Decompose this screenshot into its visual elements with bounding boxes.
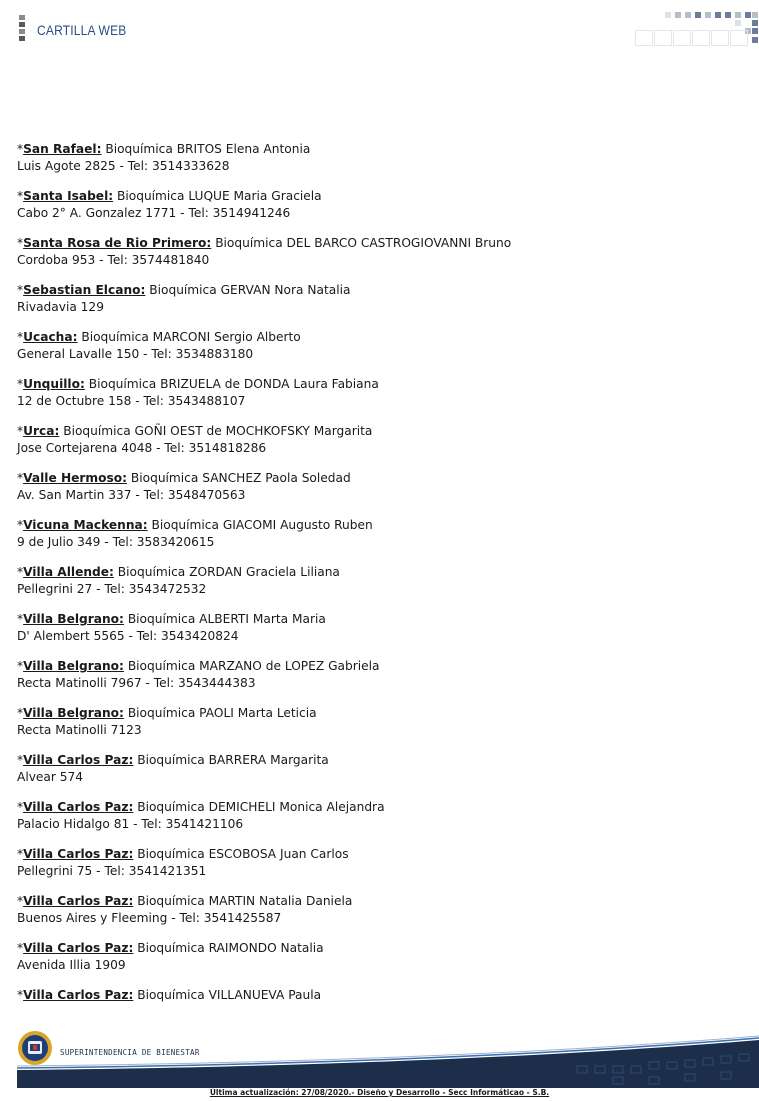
provider-entry xyxy=(17,188,637,222)
provider-name: Bioquímica GIACOMI Augusto Ruben xyxy=(151,518,373,532)
city-name: Villa Carlos Paz: xyxy=(23,753,134,767)
provider-address: Pellegrini 75 - Tel: 3541421351 xyxy=(17,864,207,878)
city-name: Urca: xyxy=(23,424,60,438)
provider-heading: *Villa Allende: Bioquímica ZORDAN Graciela Liliana xyxy=(17,565,340,579)
provider-heading: *Vicuna Mackenna: Bioquímica GIACOMI Augusto Ruben xyxy=(17,518,373,532)
footer-banner xyxy=(17,1030,759,1090)
provider-heading: *Sebastian Elcano: Bioquímica GERVAN Nora Natalia xyxy=(17,283,351,297)
provider-heading: *Villa Carlos Paz: Bioquímica RAIMONDO Natalia xyxy=(17,941,324,955)
city-name: Villa Carlos Paz: xyxy=(23,941,134,955)
provider-entry xyxy=(17,799,637,833)
footer-wave xyxy=(17,1030,759,1088)
header-decoration xyxy=(635,12,759,48)
provider-address: Recta Matinolli 7967 - Tel: 3543444383 xyxy=(17,676,256,690)
provider-heading: *Santa Rosa de Rio Primero: Bioquímica DEL BARCO CASTROGIOVANNI Bruno xyxy=(17,236,512,250)
provider-name: Bioquímica RAIMONDO Natalia xyxy=(137,941,324,955)
provider-entry xyxy=(17,376,637,410)
provider-name: Bioquímica GERVAN Nora Natalia xyxy=(149,283,351,297)
last-updated-note: Última actualización: 27/08/2020.- Diseño y Desarrollo - Secc Informáticao - S.B. xyxy=(209,1088,550,1097)
provider-entry xyxy=(17,987,637,1004)
seal-logo-icon xyxy=(17,1030,53,1066)
provider-address: Palacio Hidalgo 81 - Tel: 3541421106 xyxy=(17,817,244,831)
provider-name: Bioquímica DEL BARCO CASTROGIOVANNI Bruno xyxy=(215,236,512,250)
provider-name: Bioquímica ALBERTI Marta Maria xyxy=(127,612,326,626)
city-name: Villa Carlos Paz: xyxy=(23,894,134,908)
city-name: Santa Isabel: xyxy=(23,189,114,203)
provider-name: Bioquímica VILLANUEVA Paula xyxy=(137,988,322,1002)
provider-name: Bioquímica MARCONI Sergio Alberto xyxy=(81,330,301,344)
provider-name: Bioquímica ESCOBOSA Juan Carlos xyxy=(137,847,349,861)
provider-heading: *San Rafael: Bioquímica BRITOS Elena Antonia xyxy=(17,142,311,156)
city-name: San Rafael: xyxy=(23,142,102,156)
provider-address: Buenos Aires y Fleeming - Tel: 3541425587 xyxy=(17,911,282,925)
provider-name: Bioquímica PAOLI Marta Leticia xyxy=(127,706,317,720)
provider-address: Cordoba 953 - Tel: 3574481840 xyxy=(17,253,210,267)
city-name: Vicuna Mackenna: xyxy=(23,518,148,532)
provider-heading: *Villa Carlos Paz: Bioquímica DEMICHELI Monica Alejandra xyxy=(17,800,385,814)
provider-heading: *Villa Carlos Paz: Bioquímica BARRERA Margarita xyxy=(17,753,329,767)
header-bar-icon xyxy=(19,15,25,46)
provider-entry xyxy=(17,423,637,457)
provider-name: Bioquímica BARRERA Margarita xyxy=(137,753,329,767)
provider-entry xyxy=(17,564,637,598)
provider-name: Bioquímica DEMICHELI Monica Alejandra xyxy=(137,800,385,814)
city-name: Ucacha: xyxy=(23,330,78,344)
provider-heading: *Villa Carlos Paz: Bioquímica VILLANUEVA Paula xyxy=(17,988,322,1002)
provider-entry xyxy=(17,752,637,786)
provider-name: Bioquímica GOÑI OEST de MOCHKOFSKY Margarita xyxy=(63,424,373,438)
provider-entry xyxy=(17,517,637,551)
provider-heading: *Santa Isabel: Bioquímica LUQUE Maria Graciela xyxy=(17,189,322,203)
city-name: Villa Carlos Paz: xyxy=(23,847,134,861)
provider-address: Alvear 574 xyxy=(17,770,84,784)
provider-heading: *Villa Carlos Paz: Bioquímica MARTIN Natalia Daniela xyxy=(17,894,353,908)
provider-heading: *Valle Hermoso: Bioquímica SANCHEZ Paola Soledad xyxy=(17,471,351,485)
provider-address: 9 de Julio 349 - Tel: 3583420615 xyxy=(17,535,215,549)
provider-address: Pellegrini 27 - Tel: 3543472532 xyxy=(17,582,207,596)
city-name: Villa Belgrano: xyxy=(23,706,124,720)
provider-address: Rivadavia 129 xyxy=(17,300,104,314)
provider-name: Bioquímica ZORDAN Graciela Liliana xyxy=(117,565,340,579)
city-name: Villa Carlos Paz: xyxy=(23,988,134,1002)
provider-entry xyxy=(17,846,637,880)
provider-name: Bioquímica LUQUE Maria Graciela xyxy=(117,189,322,203)
provider-name: Bioquímica MARTIN Natalia Daniela xyxy=(137,894,353,908)
provider-name: Bioquímica BRITOS Elena Antonia xyxy=(105,142,311,156)
provider-entry xyxy=(17,611,637,645)
provider-address: Avenida Illia 1909 xyxy=(17,958,126,972)
provider-address: Cabo 2° A. Gonzalez 1771 - Tel: 3514941246 xyxy=(17,206,291,220)
provider-address: Jose Cortejarena 4048 - Tel: 3514818286 xyxy=(17,441,267,455)
provider-entry xyxy=(17,329,637,363)
city-name: Villa Carlos Paz: xyxy=(23,800,134,814)
provider-address: Recta Matinolli 7123 xyxy=(17,723,142,737)
city-name: Sebastian Elcano: xyxy=(23,283,146,297)
provider-heading: *Urca: Bioquímica GOÑI OEST de MOCHKOFSKY Margarita xyxy=(17,424,373,438)
provider-heading: *Villa Belgrano: Bioquímica PAOLI Marta Leticia xyxy=(17,706,317,720)
provider-entry xyxy=(17,940,637,974)
organization-name: SUPERINTENDENCIA DE BIENESTAR xyxy=(60,1048,200,1057)
provider-heading: *Villa Carlos Paz: Bioquímica ESCOBOSA Juan Carlos xyxy=(17,847,349,861)
provider-address: Av. San Martin 337 - Tel: 3548470563 xyxy=(17,488,246,502)
provider-address: General Lavalle 150 - Tel: 3534883180 xyxy=(17,347,254,361)
providers-list xyxy=(17,141,637,1017)
city-name: Villa Allende: xyxy=(23,565,114,579)
provider-name: Bioquímica MARZANO de LOPEZ Gabriela xyxy=(127,659,380,673)
provider-heading: *Unquillo: Bioquímica BRIZUELA de DONDA Laura Fabiana xyxy=(17,377,379,391)
provider-entry xyxy=(17,282,637,316)
provider-address: Luis Agote 2825 - Tel: 3514333628 xyxy=(17,159,230,173)
provider-entry xyxy=(17,658,637,692)
provider-entry xyxy=(17,235,637,269)
provider-name: Bioquímica SANCHEZ Paola Soledad xyxy=(130,471,351,485)
page-title: CARTILLA WEB xyxy=(37,22,127,38)
provider-entry xyxy=(17,705,637,739)
provider-address: 12 de Octubre 158 - Tel: 3543488107 xyxy=(17,394,246,408)
city-name: Villa Belgrano: xyxy=(23,659,124,673)
city-name: Santa Rosa de Rio Primero: xyxy=(23,236,212,250)
provider-heading: *Villa Belgrano: Bioquímica ALBERTI Marta Maria xyxy=(17,612,326,626)
provider-entry xyxy=(17,141,637,175)
provider-name: Bioquímica BRIZUELA de DONDA Laura Fabiana xyxy=(88,377,379,391)
provider-heading: *Ucacha: Bioquímica MARCONI Sergio Alberto xyxy=(17,330,301,344)
city-name: Unquillo: xyxy=(23,377,85,391)
city-name: Valle Hermoso: xyxy=(23,471,127,485)
provider-heading: *Villa Belgrano: Bioquímica MARZANO de LOPEZ Gabriela xyxy=(17,659,380,673)
provider-entry xyxy=(17,893,637,927)
provider-address: D' Alembert 5565 - Tel: 3543420824 xyxy=(17,629,239,643)
provider-entry xyxy=(17,470,637,504)
city-name: Villa Belgrano: xyxy=(23,612,124,626)
